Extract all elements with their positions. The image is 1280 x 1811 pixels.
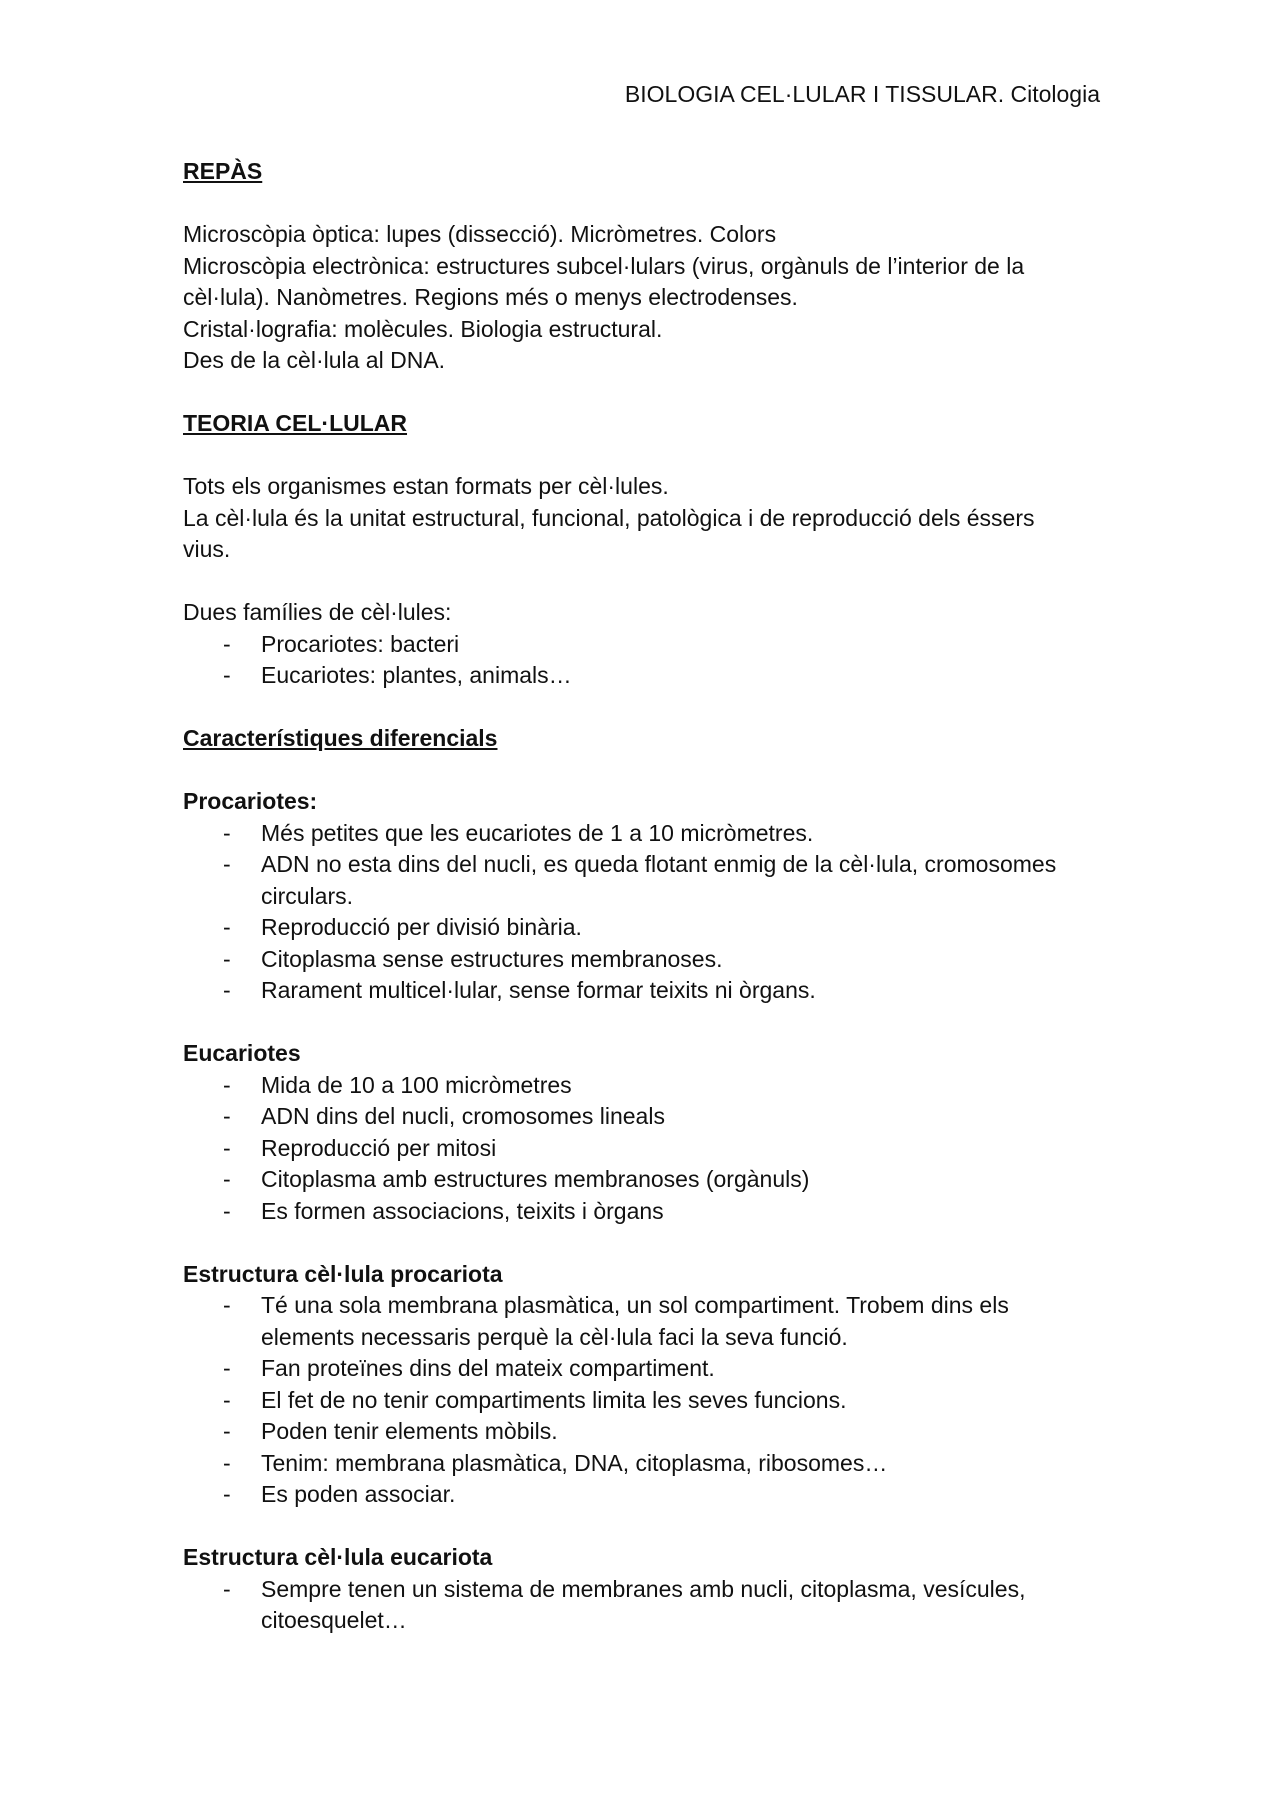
dash-marker: - [223, 819, 231, 846]
dash-marker: - [223, 1449, 231, 1476]
list-item-text: El fet de no tenir compartiments limita les seves funcions. [261, 1386, 847, 1413]
families-intro: Dues famílies de cèl·lules: [183, 599, 452, 625]
repas-line: Microscòpia electrònica: estructures subcel·lulars (virus, orgànuls de l’interior de la cèl·lula). Nanòmetres. Regions més o menys electrodenses. [183, 252, 1025, 310]
list-item [183, 1574, 1083, 1637]
list-item-text: Reproducció per divisió binària. [261, 914, 582, 940]
list-item-text: Rarament multicel·lular, sense formar teixits ni òrgans. [261, 977, 816, 1003]
repas-line: Microscòpia òptica: lupes (dissecció). Micròmetres. Colors [183, 221, 777, 247]
dash-marker: - [223, 662, 231, 688]
list-item [183, 1133, 1083, 1165]
list-item [183, 1479, 1083, 1511]
list-item-text: Mida de 10 a 100 micròmetres [261, 1071, 572, 1098]
dash-marker: - [223, 1071, 231, 1098]
list-item-text: Eucariotes: plantes, animals… [261, 662, 572, 688]
list-item-text: Citoplasma sense estructures membranoses. [261, 945, 723, 972]
list-item-text: Té una sola membrana plasmàtica, un sol compartiment. Trobem dins els elements necessaris perquè la cèl·lula faci la seva funció. [261, 1292, 1009, 1350]
section-heading-teoria: TEORIA CEL·LULAR [183, 410, 408, 436]
estructura-procariota-list [183, 1290, 1083, 1511]
section-heading-repas: REPÀS [183, 158, 263, 184]
list-item [183, 1164, 1083, 1196]
list-item [183, 944, 1083, 976]
list-item-text: Més petites que les eucariotes de 1 a 10 micròmetres. [261, 819, 814, 846]
list-item-text: Procariotes: bacteri [261, 630, 460, 657]
list-item-text: Citoplasma amb estructures membranoses (orgànuls) [261, 1166, 810, 1192]
eucariotes-list [183, 1070, 1083, 1228]
subheading-procariotes: Procariotes: [183, 788, 318, 814]
dash-marker: - [223, 1355, 231, 1381]
list-item-text: Es poden associar. [261, 1481, 456, 1507]
dash-marker: - [223, 945, 231, 972]
dash-marker: - [223, 851, 231, 877]
list-item-text: Sempre tenen un sistema de membranes amb nucli, citoplasma, vesícules, citoesquelet… [261, 1575, 1026, 1633]
list-item [183, 629, 1083, 661]
dash-marker: - [223, 1197, 231, 1224]
subheading-estructura-procariota: Estructura cèl·lula procariota [183, 1260, 503, 1287]
repas-line: Cristal·lografia: molècules. Biologia estructural. [183, 315, 663, 342]
section-heading-caracteristiques: Característiques diferencials [183, 725, 498, 751]
procariotes-list [183, 818, 1083, 1007]
teoria-line: Tots els organismes estan formats per cèl·lules. [183, 473, 669, 499]
dash-marker: - [223, 977, 231, 1003]
repas-line: Des de la cèl·lula al DNA. [183, 347, 446, 373]
list-item-text: Fan proteïnes dins del mateix compartiment. [261, 1355, 715, 1381]
dash-marker: - [223, 630, 231, 657]
list-item [183, 1448, 1083, 1480]
list-item [183, 1070, 1083, 1102]
list-item-text: Tenim: membrana plasmàtica, DNA, citoplasma, ribosomes… [261, 1449, 888, 1476]
subheading-eucariotes: Eucariotes [183, 1040, 301, 1066]
list-item [183, 912, 1083, 944]
list-item-text: ADN dins del nucli, cromosomes lineals [261, 1103, 665, 1129]
list-item [183, 1101, 1083, 1133]
dash-marker: - [223, 1481, 231, 1507]
list-item [183, 1196, 1083, 1228]
families-list [183, 629, 1083, 692]
list-item-text: Poden tenir elements mòbils. [261, 1418, 558, 1444]
list-item-text: Reproducció per mitosi [261, 1134, 497, 1161]
document-body [183, 156, 1083, 1637]
list-item [183, 660, 1083, 692]
subheading-estructura-eucariota: Estructura cèl·lula eucariota [183, 1544, 493, 1570]
page-header: BIOLOGIA CEL·LULAR I TISSULAR. Citologia [624, 81, 1100, 107]
dash-marker: - [223, 1166, 231, 1192]
list-item-text: ADN no esta dins del nucli, es queda flotant enmig de la cèl·lula, cromosomes circulars. [261, 851, 1057, 909]
dash-marker: - [223, 1386, 231, 1413]
list-item [183, 849, 1083, 912]
list-item [183, 1353, 1083, 1385]
dash-marker: - [223, 1134, 231, 1161]
teoria-line: La cèl·lula és la unitat estructural, funcional, patològica i de reproducció dels éssers vius. [183, 504, 1035, 562]
list-item [183, 1416, 1083, 1448]
dash-marker: - [223, 1292, 231, 1318]
dash-marker: - [223, 1418, 231, 1444]
list-item-text: Es formen associacions, teixits i òrgans [261, 1197, 664, 1224]
dash-marker: - [223, 1575, 231, 1602]
list-item [183, 1290, 1083, 1353]
list-item [183, 975, 1083, 1007]
dash-marker: - [223, 1103, 231, 1129]
dash-marker: - [223, 914, 231, 940]
estructura-eucariota-list [183, 1574, 1083, 1637]
list-item [183, 818, 1083, 850]
list-item [183, 1385, 1083, 1417]
